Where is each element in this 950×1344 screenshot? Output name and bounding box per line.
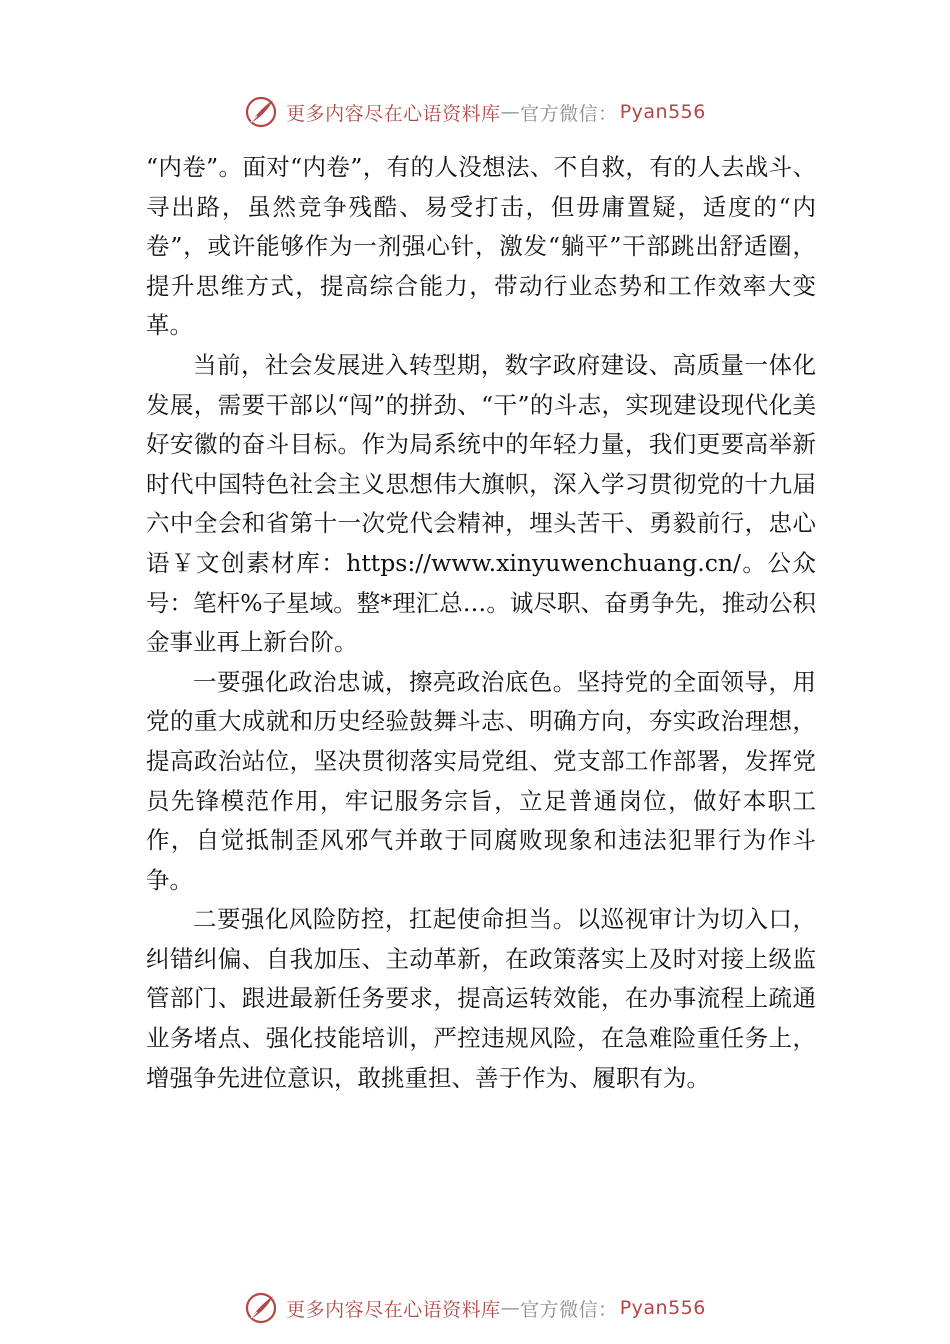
watermark-separator: — [500,101,521,123]
watermark-wechat-label: 官方微信： [520,102,618,125]
watermark-wechat-id: Pyan556 [619,101,706,123]
watermark-main-text: 更多内容尽在心语资料库 [286,102,501,125]
quill-pen-logo-icon [244,95,278,129]
paragraph-current-situation: 当前，社会发展进入转型期，数字政府建设、高质量一体化发展，需要干部以“闯”的拼劲、“干”的斗志，实现建设现代化美好安徽的奋斗目标。作为局系统中的年轻力量，我们更要高举新时代中国特色社会主义思想伟大旗帜，深入学习贯彻党的十九届六中全会和省第十一次党代会精神，埋头苦干、勇毅前行，忠心语￥文创素材库：https://www.xinyuwenchuang.cn/。公众号：笔杆%子星域。整*理汇总…。诚尽职、奋勇争先，推动公积金事业再上新台阶。 [146,350,816,657]
document-body [146,148,816,1098]
paragraph-continuation: “内卷”。面对“内卷”，有的人没想法、不自救，有的人去战斗、寻出路，虽然竞争残酷、易受打击，但毋庸置疑，适度的“内卷”，或许能够作为一剂强心针，激发“躺平”干部跳出舒适圈，提升思维方式，提高综合能力，带动行业态势和工作效率大变革。 [146,153,816,340]
header-watermark [0,92,950,132]
footer-watermark [0,1288,950,1328]
watermark-wechat-id: Pyan556 [619,1297,706,1319]
watermark-wechat-label: 官方微信： [520,1298,618,1321]
paragraph-political-loyalty: 一要强化政治忠诚，擦亮政治底色。坚持党的全面领导，用党的重大成就和历史经验鼓舞斗志、明确方向，夯实政治理想，提高政治站位，坚决贯彻落实局党组、党支部工作部署，发挥党员先锋模范作用，牢记服务宗旨，立足普通岗位，做好本职工作，自觉抵制歪风邪气并敢于同腐败现象和违法犯罪行为作斗争。 [146,667,816,894]
watermark-separator: — [500,1297,521,1319]
watermark-main-text: 更多内容尽在心语资料库 [286,1298,501,1321]
quill-pen-logo-icon [244,1291,278,1325]
paragraph-risk-control: 二要强化风险防控，扛起使命担当。以巡视审计为切入口，纠错纠偏、自我加压、主动革新，在政策落实上及时对接上级监管部门、跟进最新任务要求，提高运转效能，在办事流程上疏通业务堵点、强化技能培训，严控违规风险，在急难险重任务上，增强争先进位意识，敢挑重担、善于作为、履职有为。 [146,905,816,1092]
